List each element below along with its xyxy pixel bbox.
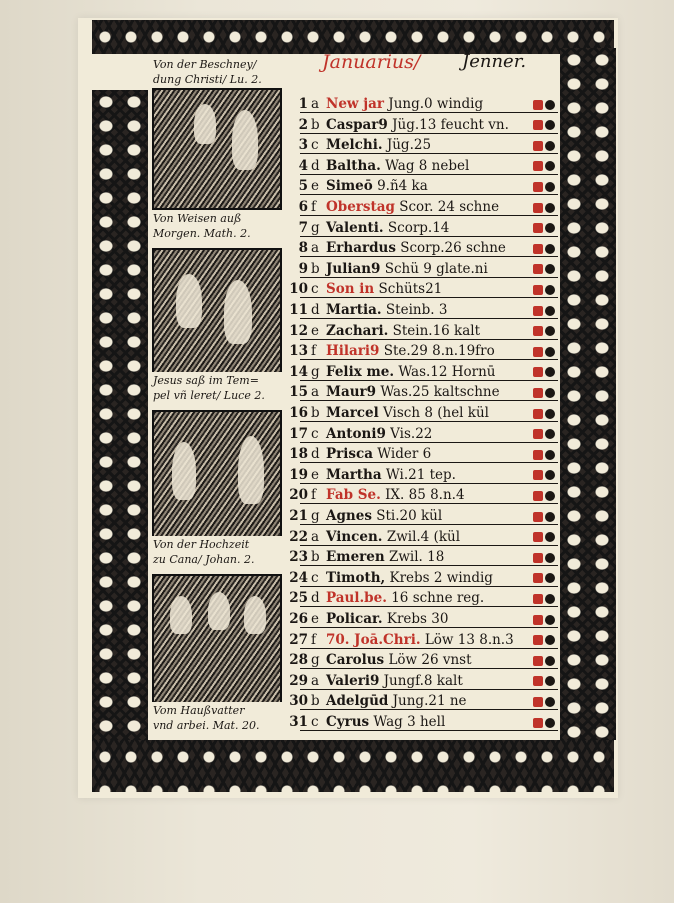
day-details: IX. 85 8.n.4 (385, 487, 465, 504)
saint-name: Julian9 (326, 260, 381, 277)
day-number: 2 (298, 116, 308, 133)
caption-line: vnd arbei. Mat. 20. (153, 719, 260, 732)
dominical-letter: b (311, 405, 320, 421)
day-number: 3 (298, 137, 308, 154)
saint-name: Cyrus (326, 714, 370, 730)
saint-name: Erhardus (326, 240, 396, 257)
dominical-letter: e (311, 322, 319, 339)
bloodletting-icon (533, 470, 543, 480)
day-number: 9 (298, 260, 308, 277)
day-number: 30 (289, 693, 308, 710)
saint-name: Oberstag (326, 199, 395, 215)
saint-name: New jar (326, 96, 384, 112)
saint-name: Hilari9 (326, 343, 380, 360)
saint-name: 70. Joā.Chri. (326, 631, 421, 648)
saint-name: Adelgūd (326, 693, 389, 710)
bloodletting-icon (533, 326, 543, 336)
moon-phase-icon (545, 718, 555, 728)
day-number: 23 (289, 549, 308, 566)
day-number: 14 (289, 363, 308, 380)
day-details: Wider 6 (377, 446, 432, 463)
day-number: 26 (289, 611, 308, 627)
saint-name: Prisca (326, 446, 373, 463)
moon-phase-icon (545, 161, 555, 171)
caption-magi (150, 210, 286, 242)
saint-name: Martia. (326, 302, 382, 318)
dominical-letter: c (311, 281, 319, 298)
day-number: 22 (289, 528, 308, 545)
saint-name: Fab Se. (326, 487, 381, 504)
saint-name: Timoth, (326, 569, 386, 586)
day-details: Scorp.26 schne (400, 240, 506, 257)
dominical-letter: a (311, 672, 320, 689)
moon-phase-icon (545, 635, 555, 645)
bloodletting-icon (533, 141, 543, 151)
bloodletting-icon (533, 676, 543, 686)
moon-phase-icon (545, 450, 555, 460)
ornamental-border-left (92, 90, 148, 740)
bloodletting-icon (533, 367, 543, 377)
dominical-letter: a (311, 528, 320, 545)
dominical-letter: f (311, 199, 316, 215)
dominical-letter: b (311, 549, 320, 566)
dominical-letter: f (311, 343, 316, 360)
saint-name: Valenti. (326, 219, 384, 236)
day-number: 15 (289, 384, 308, 401)
bloodletting-icon (533, 512, 543, 522)
caption-line: Morgen. Math. 2. (153, 227, 251, 240)
day-details: Zwil. 18 (388, 549, 445, 566)
moon-phase-icon (545, 388, 555, 398)
saint-name: Baltha. (326, 157, 381, 174)
day-details: Was.12 Hornū (398, 363, 496, 380)
bloodletting-icon (533, 450, 543, 460)
day-number: 20 (289, 487, 308, 504)
dominical-letter: f (311, 487, 316, 504)
day-details: Jüg.13 feucht vn. (392, 116, 509, 133)
bloodletting-icon (533, 388, 543, 398)
saint-name: Antoni9 (326, 425, 386, 442)
caption-line: Vom Haußvatter (153, 704, 245, 717)
bloodletting-icon (533, 553, 543, 563)
bloodletting-icon (533, 656, 543, 666)
bloodletting-icon (533, 594, 543, 604)
saint-name: Maur9 (326, 384, 377, 401)
day-details: Schü 9 glate.ni (384, 260, 488, 277)
moon-phase-icon (545, 656, 555, 666)
day-details: Wag 3 hell (373, 714, 446, 730)
day-details: Jung.21 ne (392, 693, 467, 710)
bloodletting-icon (533, 161, 543, 171)
saint-name: Paul.be. (326, 590, 387, 607)
caption-line: dung Christi/ Lu. 2. (153, 73, 262, 86)
day-details: Jungf.8 kalt (383, 672, 463, 689)
day-details: Jung.0 windig (388, 96, 484, 112)
day-details: Löw 13 8.n.3 (424, 631, 514, 648)
day-number: 24 (289, 569, 308, 586)
caption-cana (150, 536, 286, 568)
moon-phase-icon (545, 182, 555, 192)
moon-phase-icon (545, 573, 555, 583)
saint-name: Felix me. (326, 363, 395, 380)
moon-phase-icon (545, 532, 555, 542)
day-details: 9.ñ4 ka (377, 178, 428, 195)
bloodletting-icon (533, 491, 543, 501)
bloodletting-icon (533, 264, 543, 274)
moon-phase-icon (545, 409, 555, 419)
moon-phase-icon (545, 203, 555, 213)
day-details: Wi.21 tep. (385, 466, 456, 483)
caption-line: Von Weisen auß (153, 212, 242, 225)
bloodletting-icon (533, 697, 543, 707)
dominical-letter: a (311, 96, 320, 112)
day-details: Was.25 kaltschne (380, 384, 500, 401)
bloodletting-icon (533, 203, 543, 213)
dominical-letter: g (311, 652, 320, 669)
dominical-letter: g (311, 508, 320, 524)
day-number: 21 (289, 508, 308, 524)
ornamental-border-bottom (92, 740, 614, 792)
day-number: 13 (289, 343, 308, 360)
moon-phase-icon (545, 100, 555, 110)
caption-temple (150, 372, 286, 404)
dominical-letter: d (311, 157, 320, 174)
saint-name: Carolus (326, 652, 385, 669)
day-details: Jüg.25 (386, 137, 432, 154)
dominical-letter: a (311, 240, 320, 257)
dominical-letter: e (311, 178, 319, 195)
day-details: Scorp.14 (387, 219, 450, 236)
dominical-letter: c (311, 569, 319, 586)
day-details: Stein.16 kalt (392, 322, 481, 339)
saint-name: Caspar9 (326, 116, 388, 133)
bloodletting-icon (533, 718, 543, 728)
caption-line: Von der Hochzeit (153, 538, 250, 551)
bloodletting-icon (533, 306, 543, 316)
day-details: Scor. 24 schne (399, 199, 500, 215)
day-number: 7 (298, 219, 308, 236)
month-title-latin: Januarius/ (322, 51, 421, 73)
saint-name: Martha (326, 466, 382, 483)
bloodletting-icon (533, 244, 543, 254)
saint-name: Zachari. (326, 322, 389, 339)
moon-phase-icon (545, 244, 555, 254)
moon-phase-icon (545, 512, 555, 522)
saint-name: Emeren (326, 549, 385, 566)
dominical-letter: c (311, 714, 319, 730)
day-details: Krebs 30 (386, 611, 449, 627)
day-number: 27 (289, 631, 308, 648)
woodcut-wedding-cana (152, 574, 282, 704)
dominical-letter: b (311, 116, 320, 133)
caption-line: pel vñ leret/ Luce 2. (153, 389, 265, 402)
moon-phase-icon (545, 676, 555, 686)
dominical-letter: e (311, 466, 319, 483)
caption-circumcision (150, 56, 286, 88)
moon-phase-icon (545, 470, 555, 480)
moon-phase-icon (545, 697, 555, 707)
saint-name: Vincen. (326, 528, 383, 545)
saint-name: Valeri9 (326, 672, 380, 689)
day-details: Steinb. 3 (385, 302, 448, 318)
day-details: Schüts21 (378, 281, 443, 298)
dominical-letter: a (311, 384, 320, 401)
day-details: Visch 8 (hel kül (383, 405, 489, 421)
day-number: 5 (298, 178, 308, 195)
day-number: 8 (298, 240, 308, 257)
dominical-letter: d (311, 302, 320, 318)
day-details: 16 schne reg. (391, 590, 485, 607)
caption-line: Von der Beschney/ (153, 58, 257, 71)
moon-phase-icon (545, 553, 555, 563)
dominical-letter: d (311, 446, 320, 463)
day-details: Löw 26 vnst (388, 652, 472, 669)
moon-phase-icon (545, 429, 555, 439)
day-details: Vis.22 (390, 425, 433, 442)
moon-phase-icon (545, 594, 555, 604)
day-number: 4 (298, 157, 308, 174)
day-number: 6 (298, 199, 308, 215)
bloodletting-icon (533, 347, 543, 357)
woodcut-circumcision (152, 88, 282, 210)
dominical-letter: g (311, 363, 320, 380)
ornamental-border-top (92, 20, 614, 54)
bloodletting-icon (533, 285, 543, 295)
saint-name: Policar. (326, 611, 383, 627)
dominical-letter: b (311, 260, 320, 277)
saint-name: Marcel (326, 405, 379, 421)
day-number: 10 (289, 281, 308, 298)
saint-name: Son in (326, 281, 375, 298)
day-number: 28 (289, 652, 308, 669)
day-number: 25 (289, 590, 308, 607)
bloodletting-icon (533, 532, 543, 542)
day-number: 16 (289, 405, 308, 421)
bloodletting-icon (533, 182, 543, 192)
day-number: 17 (289, 425, 308, 442)
moon-phase-icon (545, 264, 555, 274)
moon-phase-icon (545, 285, 555, 295)
bloodletting-icon (533, 635, 543, 645)
caption-line: zu Cana/ Johan. 2. (153, 553, 255, 566)
day-number: 11 (289, 302, 308, 318)
moon-phase-icon (545, 491, 555, 501)
moon-phase-icon (545, 141, 555, 151)
moon-phase-icon (545, 615, 555, 625)
day-details: Wag 8 nebel (385, 157, 470, 174)
dominical-letter: d (311, 590, 320, 607)
day-details: Ste.29 8.n.19fro (383, 343, 495, 360)
caption-householder (150, 702, 286, 734)
dominical-letter: c (311, 137, 319, 154)
saint-name: Melchi. (326, 137, 383, 154)
moon-phase-icon (545, 223, 555, 233)
ornamental-border-right (560, 48, 616, 740)
woodcut-temple (152, 410, 282, 540)
day-number: 1 (298, 96, 308, 112)
day-number: 12 (289, 322, 308, 339)
moon-phase-icon (545, 347, 555, 357)
bloodletting-icon (533, 120, 543, 130)
day-number: 31 (289, 714, 308, 730)
bloodletting-icon (533, 573, 543, 583)
saint-name: Agnes (326, 508, 372, 524)
dominical-letter: g (311, 219, 320, 236)
moon-phase-icon (545, 306, 555, 316)
day-number: 18 (289, 446, 308, 463)
bloodletting-icon (533, 429, 543, 439)
woodcut-magi (152, 248, 282, 374)
moon-phase-icon (545, 120, 555, 130)
bloodletting-icon (533, 100, 543, 110)
day-number: 19 (289, 466, 308, 483)
dominical-letter: b (311, 693, 320, 710)
moon-phase-icon (545, 367, 555, 377)
dominical-letter: c (311, 425, 319, 442)
moon-phase-icon (545, 326, 555, 336)
bloodletting-icon (533, 223, 543, 233)
bloodletting-icon (533, 409, 543, 419)
month-title-german: Jenner. (462, 51, 527, 72)
day-details: Sti.20 kül (376, 508, 443, 524)
day-number: 29 (289, 672, 308, 689)
day-details: Krebs 2 windig (389, 569, 493, 586)
dominical-letter: e (311, 611, 319, 627)
caption-line: Jesus saß im Tem= (153, 374, 259, 387)
dominical-letter: f (311, 631, 316, 648)
day-details: Zwil.4 (kül (386, 528, 461, 545)
saint-name: Simeō (326, 178, 373, 195)
bloodletting-icon (533, 615, 543, 625)
row-divider (300, 730, 558, 731)
